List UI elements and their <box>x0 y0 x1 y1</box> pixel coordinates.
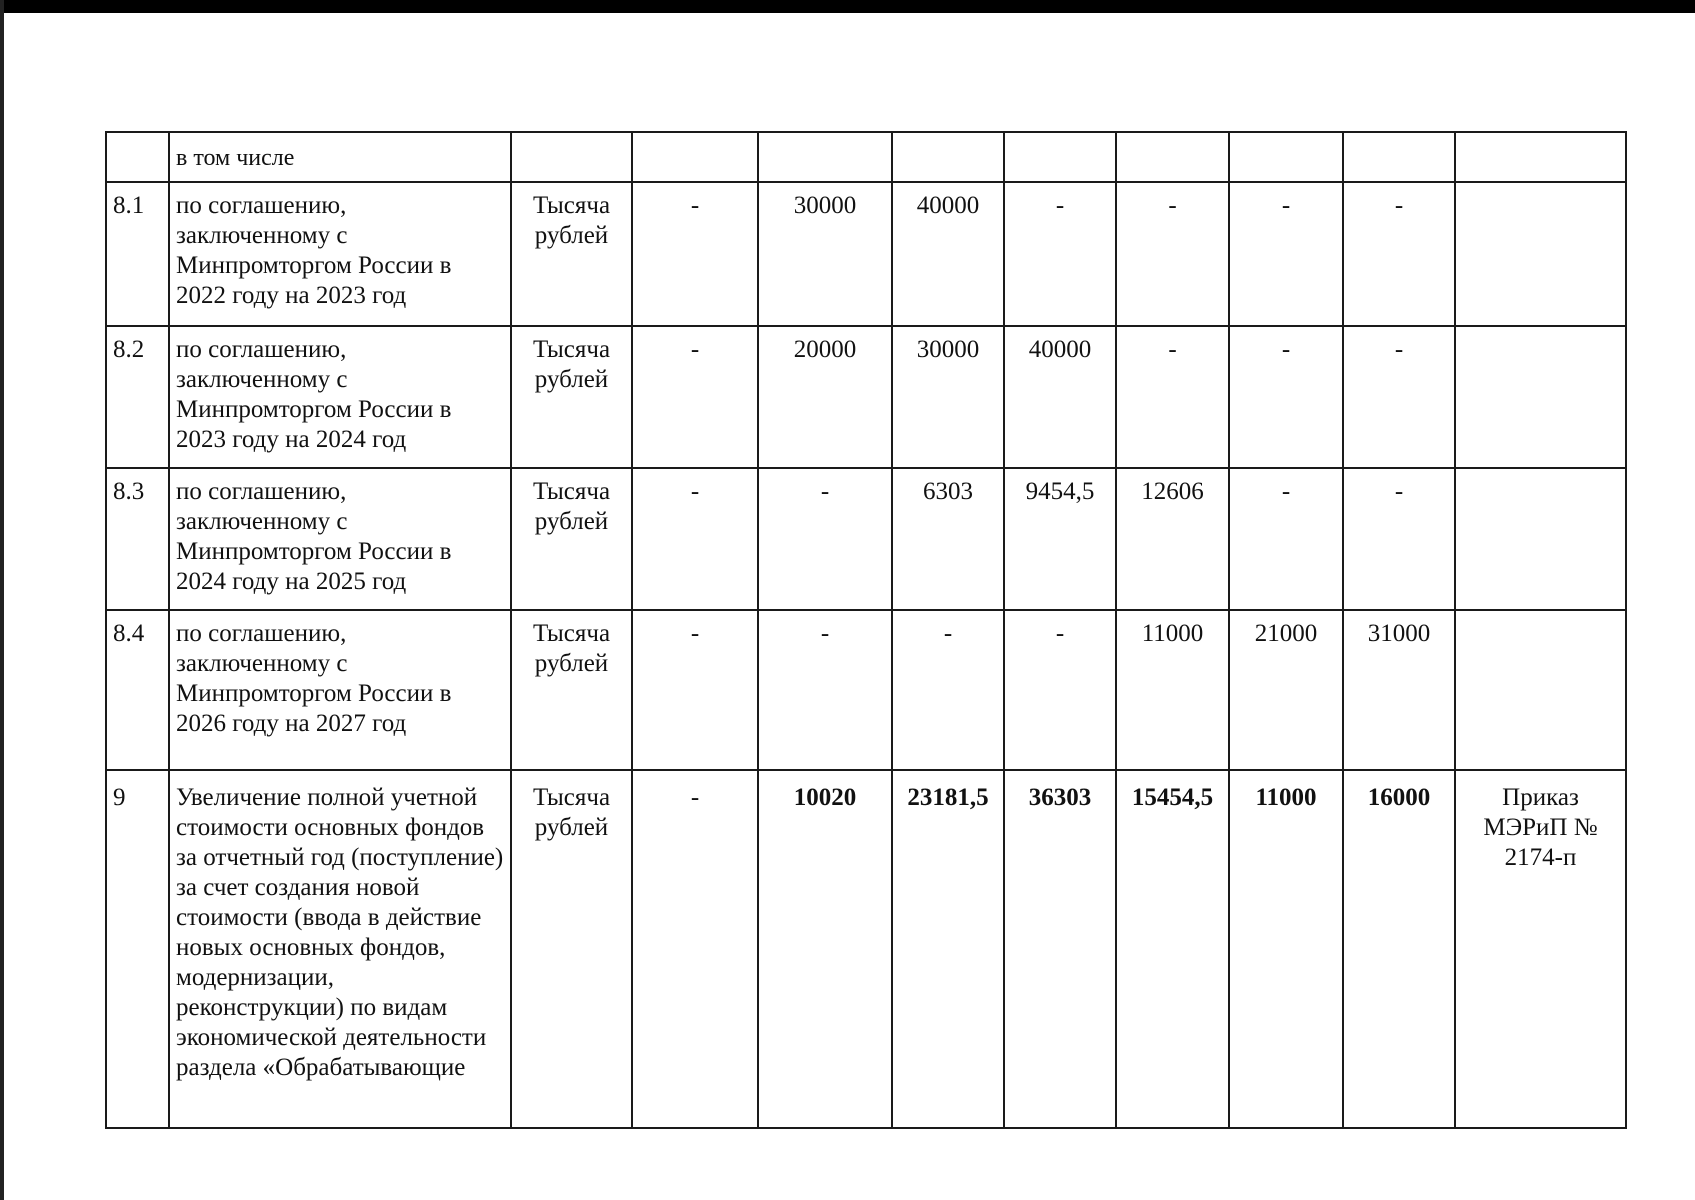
value-cell <box>758 132 892 182</box>
value-cell: 30000 <box>758 182 892 326</box>
value-cell <box>1004 132 1116 182</box>
value-cell: 36303 <box>1004 770 1116 1128</box>
value-cell: - <box>1116 326 1229 468</box>
indicator-name: Увеличение полной учетной стоимости основных фондов за отчетный год (поступление) за счет создания новой стоимости (ввода в действие новых основных фондов, модернизации, реконструкции) по видам экономической деятельности раздела «Обрабатывающие <box>169 770 511 1128</box>
table-row <box>106 610 1626 770</box>
value-cell: - <box>1229 182 1343 326</box>
value-cell: - <box>632 468 758 610</box>
value-cell: - <box>632 182 758 326</box>
row-number <box>106 132 169 182</box>
value-cell: - <box>1004 610 1116 770</box>
unit-cell: Тысяча рублей <box>511 326 632 468</box>
value-cell: - <box>758 468 892 610</box>
source-cell <box>1455 182 1626 326</box>
value-cell: 11000 <box>1229 770 1343 1128</box>
row-number: 8.1 <box>106 182 169 326</box>
value-cell: - <box>1116 182 1229 326</box>
table-row <box>106 182 1626 326</box>
value-cell: 16000 <box>1343 770 1455 1128</box>
value-cell: - <box>1343 468 1455 610</box>
source-cell: Приказ МЭРиП № 2174-п <box>1455 770 1626 1128</box>
table-row <box>106 468 1626 610</box>
value-cell: - <box>632 770 758 1128</box>
scan-left-border <box>0 0 4 1200</box>
value-cell: 40000 <box>892 182 1004 326</box>
indicator-name: по соглашению, заключенному с Минпромторгом России в 2026 году на 2027 год <box>169 610 511 770</box>
indicator-name: по соглашению, заключенному с Минпромторгом России в 2024 году на 2025 год <box>169 468 511 610</box>
value-cell: 20000 <box>758 326 892 468</box>
value-cell: 23181,5 <box>892 770 1004 1128</box>
value-cell: 21000 <box>1229 610 1343 770</box>
row-number: 8.2 <box>106 326 169 468</box>
value-cell: - <box>632 326 758 468</box>
value-cell: 10020 <box>758 770 892 1128</box>
table-row <box>106 132 1626 182</box>
row-number: 8.4 <box>106 610 169 770</box>
unit-cell: Тысяча рублей <box>511 468 632 610</box>
value-cell <box>1229 132 1343 182</box>
value-cell: - <box>1229 468 1343 610</box>
unit-cell: Тысяча рублей <box>511 610 632 770</box>
unit-cell <box>511 132 632 182</box>
value-cell <box>1116 132 1229 182</box>
unit-cell: Тысяча рублей <box>511 770 632 1128</box>
scan-top-border <box>0 0 1695 13</box>
source-cell <box>1455 132 1626 182</box>
table-row <box>106 326 1626 468</box>
value-cell: - <box>1004 182 1116 326</box>
value-cell: 40000 <box>1004 326 1116 468</box>
source-cell <box>1455 326 1626 468</box>
source-cell <box>1455 468 1626 610</box>
source-cell <box>1455 610 1626 770</box>
value-cell: - <box>1343 326 1455 468</box>
table-row <box>106 770 1626 1128</box>
value-cell <box>632 132 758 182</box>
row-number: 8.3 <box>106 468 169 610</box>
indicator-name: по соглашению, заключенному с Минпромторгом России в 2022 году на 2023 год <box>169 182 511 326</box>
value-cell: 12606 <box>1116 468 1229 610</box>
value-cell: 15454,5 <box>1116 770 1229 1128</box>
row-number: 9 <box>106 770 169 1128</box>
unit-cell: Тысяча рублей <box>511 182 632 326</box>
indicators-table <box>105 131 1627 1129</box>
value-cell: - <box>1343 182 1455 326</box>
value-cell: 11000 <box>1116 610 1229 770</box>
value-cell: 31000 <box>1343 610 1455 770</box>
value-cell: - <box>632 610 758 770</box>
value-cell <box>1343 132 1455 182</box>
value-cell: 30000 <box>892 326 1004 468</box>
indicator-name: по соглашению, заключенному с Минпромторгом России в 2023 году на 2024 год <box>169 326 511 468</box>
value-cell: - <box>758 610 892 770</box>
value-cell: 6303 <box>892 468 1004 610</box>
indicator-name: в том числе <box>169 132 511 182</box>
value-cell: - <box>892 610 1004 770</box>
value-cell: - <box>1229 326 1343 468</box>
value-cell: 9454,5 <box>1004 468 1116 610</box>
value-cell <box>892 132 1004 182</box>
